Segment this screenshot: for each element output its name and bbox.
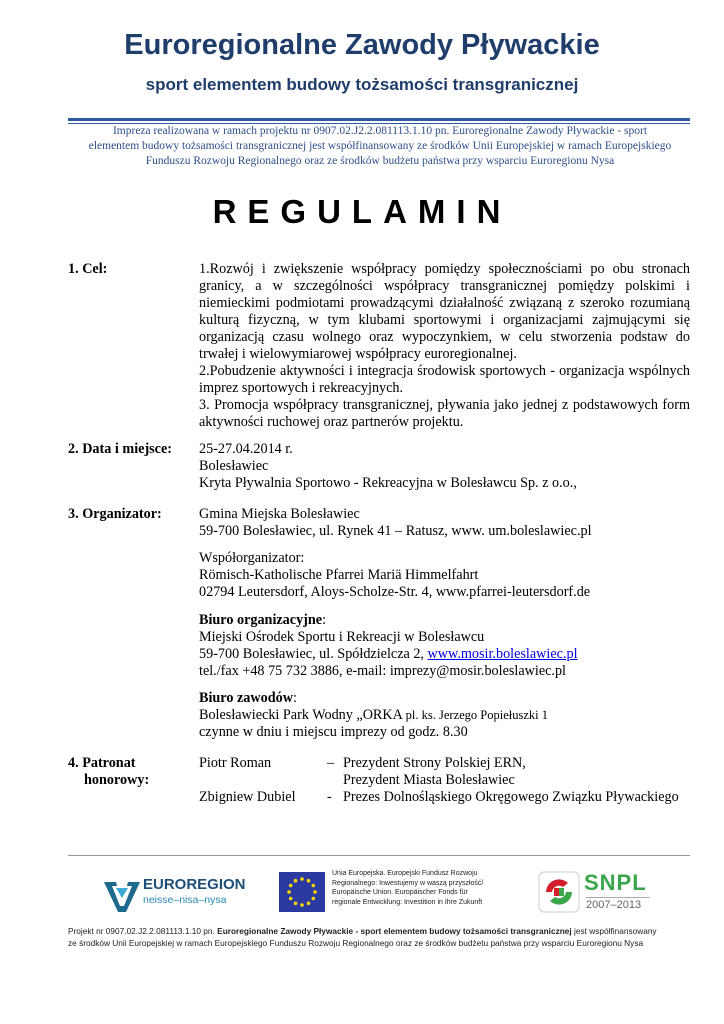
euroregion-subtitle: neisse–nisa–nysa bbox=[143, 894, 227, 906]
footer-note-project-name: Euroregionalne Zawody Pływackie - sport elementem budowy tożsamości transgranicznej bbox=[217, 926, 572, 936]
competition-office-colon: : bbox=[292, 690, 297, 706]
euroregion-title: EUROREGION bbox=[143, 876, 246, 893]
co-organizer-name: Römisch-Katholische Pfarrei Mariä Himmelfahrt bbox=[199, 567, 479, 583]
project-info bbox=[60, 124, 700, 169]
footer-rule bbox=[68, 855, 690, 856]
footer-note-line-2: ze środków Unii Europejskiej w ramach Europejskiego Funduszu Rozwoju Regionalnego oraz ze środków budżetu państwa przy wsparciu Euroregionu Nysa bbox=[68, 938, 644, 948]
organizing-office-street: 59-700 Bolesławiec, ul. Spółdzielcza 2, bbox=[199, 646, 428, 662]
patron-1-role-2: Prezydent Miasta Bolesławiec bbox=[343, 772, 515, 788]
co-organizer-block bbox=[199, 550, 690, 601]
page-title: Euroregionalne Zawody Pływackie bbox=[124, 29, 600, 61]
snpl-years: 2007–2013 bbox=[586, 899, 642, 911]
patron-1-dash: – bbox=[327, 755, 335, 771]
document-heading: REGULAMIN bbox=[212, 193, 512, 230]
snpl-logo bbox=[536, 868, 658, 916]
footer-note-prefix: Projekt nr 0907.02.J2.2.081113.1.10 pn. bbox=[68, 926, 218, 936]
section-label-honorowy: honorowy: bbox=[84, 772, 150, 788]
patron-2-dash: - bbox=[327, 789, 332, 805]
section-label-data: 2. Data i miejsce: bbox=[68, 441, 173, 457]
competition-office-address bbox=[199, 707, 690, 724]
project-info-line-2: elementem budowy tożsamości transgranicznej jest współfinansowany ze środków Unii Europejskiej w ramach Europejskiego bbox=[88, 140, 672, 152]
eu-text-line-4: regionale Entwicklung: Investition in Ihre Zukunft bbox=[332, 898, 483, 906]
cel-paragraph-2: 2.Pobudzenie aktywności i integracja środowisk sportowych - organizacja wspólnych imprez sportowych i rekreacyjnych. bbox=[199, 363, 690, 396]
euroregion-logo bbox=[102, 870, 246, 918]
project-info-line-1: Impreza realizowana w ramach projektu nr 0907.02.J2.2.081113.1.10 pn. Euroregionalne Zawody Pływackie - sport bbox=[112, 125, 648, 137]
organizer-address: 59-700 Bolesławiec, ul. Rynek 41 – Ratusz, www. um.boleslawiec.pl bbox=[199, 523, 592, 539]
patron-2-role: Prezes Dolnośląskiego Okręgowego Związku Pływackiego bbox=[343, 789, 679, 805]
snpl-divider bbox=[586, 897, 650, 898]
project-info-line-3: Funduszu Rozwoju Regionalnego oraz ze środków budżetu państwa przy wsparciu Euroregionu Nysa bbox=[145, 155, 615, 167]
section-label-organizator: 3. Organizator: bbox=[68, 506, 162, 522]
footer-note-suffix: jest współfinansowany bbox=[571, 926, 657, 936]
euroregion-mark-icon bbox=[102, 874, 142, 914]
organizing-office-name: Miejski Ośrodek Sportu i Rekreacji w Bolesławcu bbox=[199, 629, 485, 645]
eu-stars-icon bbox=[279, 872, 325, 912]
patron-1-name: Piotr Roman bbox=[199, 755, 272, 771]
competition-office-label: Biuro zawodów bbox=[199, 690, 293, 706]
co-organizer-label: Współorganizator: bbox=[199, 550, 305, 566]
section-data-body bbox=[199, 441, 690, 492]
page-subtitle: sport elementem budowy tożsamości transgranicznej bbox=[145, 75, 579, 94]
competition-office-heading bbox=[199, 690, 690, 707]
mosir-website-link[interactable]: www.mosir.boleslawiec.pl bbox=[427, 646, 578, 662]
organizing-office-block bbox=[199, 612, 690, 680]
data-date: 25-27.04.2014 r. bbox=[199, 441, 293, 457]
section-cel-body bbox=[199, 261, 690, 431]
data-city: Bolesławiec bbox=[199, 458, 269, 474]
data-venue: Kryta Pływalnia Sportowo - Rekreacyjna w Bolesławcu Sp. z o.o., bbox=[199, 475, 577, 491]
co-organizer-address: 02794 Leutersdorf, Aloys-Scholze-Str. 4, www.pfarrei-leutersdorf.de bbox=[199, 584, 591, 600]
eu-text-line-2: Regionalnego: Inwestujemy w waszą przyszłość/ bbox=[332, 879, 484, 887]
organizing-office-colon: : bbox=[322, 612, 327, 628]
eu-text-line-1: Unia Europejska. Europejski Fundusz Rozwoju bbox=[332, 870, 478, 877]
organizing-office-address bbox=[199, 646, 690, 663]
section-label-patronat: 4. Patronat bbox=[68, 755, 136, 771]
organizer-name: Gmina Miejska Bolesławiec bbox=[199, 506, 360, 522]
cel-paragraph-3: 3. Promocja współpracy transgranicznej, pływania jako jednej z podstawowych form aktywności ruchowej oraz partnerów projektu. bbox=[199, 397, 690, 430]
organizer-block bbox=[199, 506, 690, 540]
organizing-office-heading bbox=[199, 612, 690, 629]
eu-flag-icon bbox=[279, 872, 325, 912]
eu-text-line-3: Europäische Union. Europäischer Fonds für bbox=[332, 889, 468, 896]
organizing-office-contact: tel./fax +48 75 732 3886, e-mail: imprezy@mosir.boleslawiec.pl bbox=[199, 663, 567, 679]
organizing-office-label: Biuro organizacyjne bbox=[199, 612, 323, 628]
patron-1-role-1: Prezydent Strony Polskiej ERN, bbox=[343, 755, 526, 771]
competition-office-venue: Bolesławiecki Park Wodny „ORKA bbox=[199, 707, 406, 723]
snpl-title: SNPL bbox=[584, 870, 647, 895]
competition-office-street: pl. ks. Jerzego Popiełuszki 1 bbox=[405, 708, 548, 722]
patron-2-name: Zbigniew Dubiel bbox=[199, 789, 296, 805]
competition-office-block bbox=[199, 690, 690, 741]
section-label-cel: 1. Cel: bbox=[68, 261, 108, 277]
footer-note-line-1 bbox=[68, 925, 698, 937]
competition-office-hours: czynne w dniu i miejscu imprezy od godz. 8.30 bbox=[199, 724, 468, 740]
header-rule-thick bbox=[68, 118, 690, 121]
snpl-mark-icon bbox=[538, 871, 580, 913]
footer-project-note bbox=[68, 925, 698, 949]
cel-paragraph-1: 1.Rozwój i zwiększenie współpracy pomiędzy społecznościami po obu stronach granicy, a w szczególności współpracy transgranicznej pomiędzy polskimi i niemieckimi podmiotami prowadzącymi działalność związaną z szeroko rozumianą kulturą fizyczną, w tym klubami sportowymi i organizacjami zajmującymi się organizacją czasu wolnego oraz wypoczynkiem, w celu stworzenia podstaw do trwałej i wielowymiarowej współpracy euroregionalnej. bbox=[199, 261, 690, 362]
eu-fund-text bbox=[332, 869, 532, 907]
